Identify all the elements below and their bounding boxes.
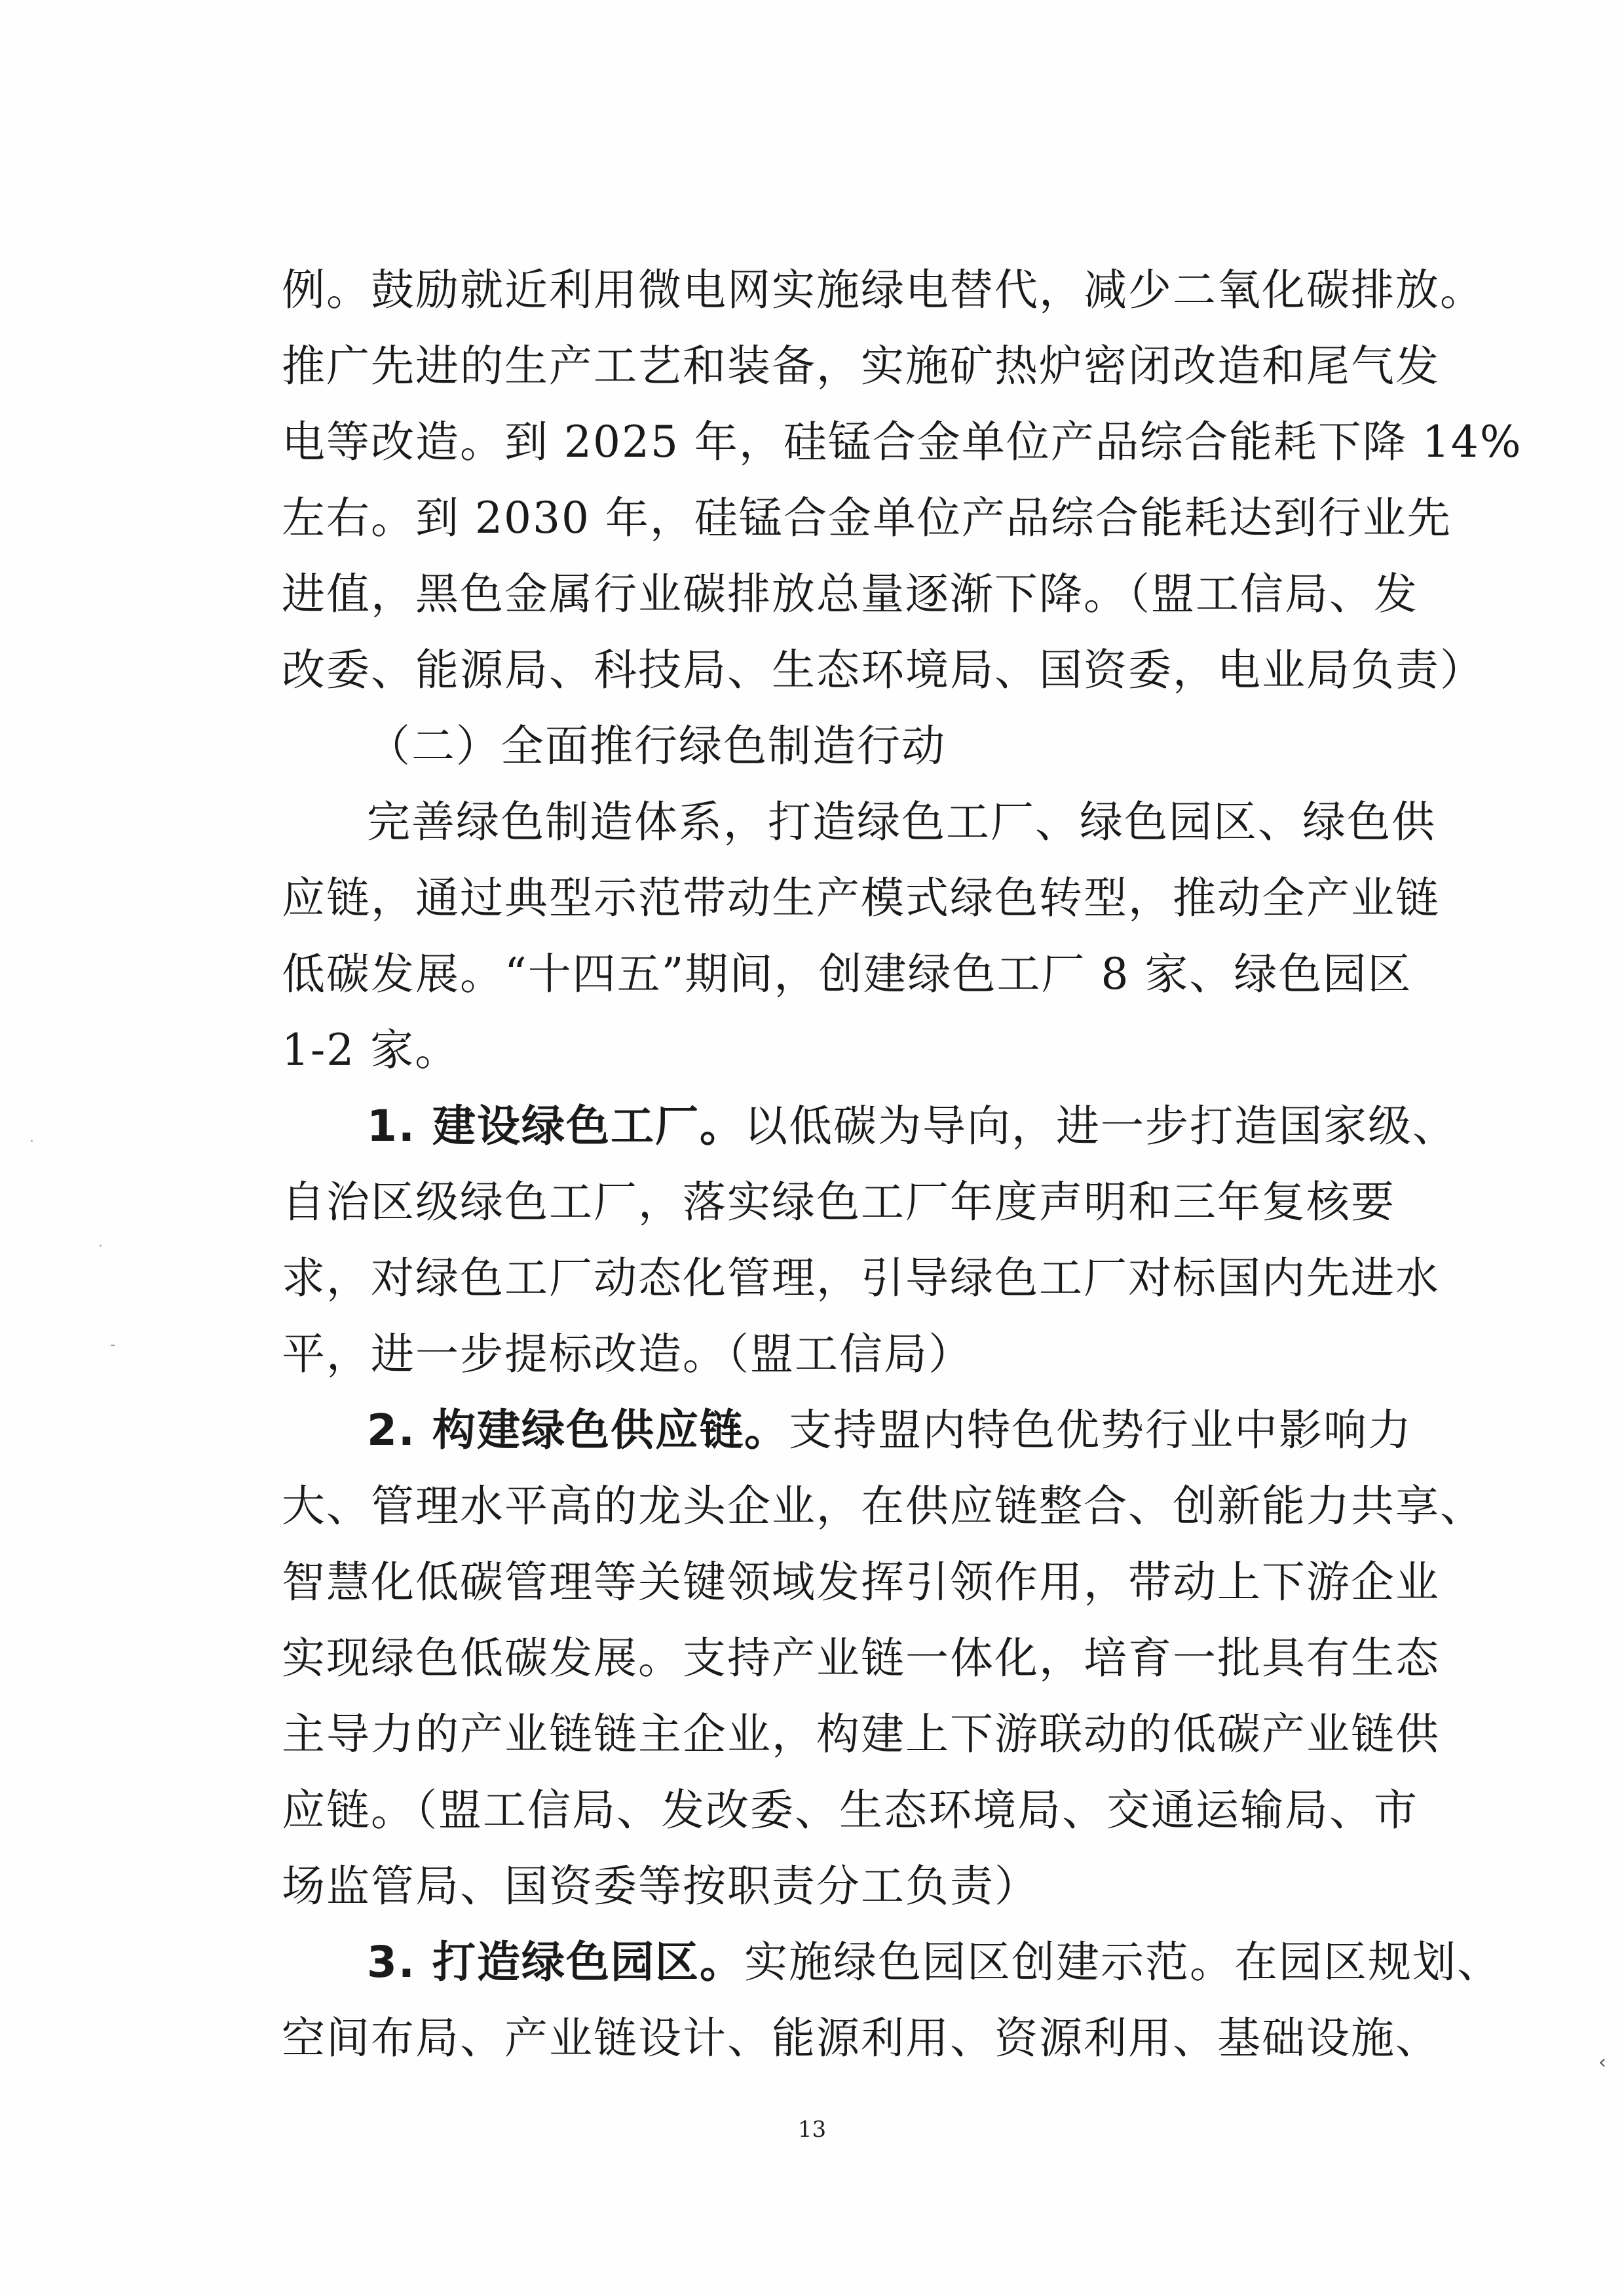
text-line: 场监管局、国资委等按职责分工负责） [282,1861,1039,1911]
text-line: 智慧化低碳管理等关键领域发挥引领作用，带动上下游企业 [282,1557,1440,1607]
text-line: 应链，通过典型示范带动生产模式绿色转型，推动全产业链 [282,873,1440,923]
text-line: 空间布局、产业链设计、能源利用、资源利用、基础设施、 [282,2013,1440,2063]
text-line: 进值，黑色金属行业碳排放总量逐渐下降。（盟工信局、发 [282,569,1418,619]
item-2-body: 支持盟内特色优势行业中影响力 [788,1405,1412,1455]
text-line: 例。鼓励就近利用微电网实施绿电替代，减少二氧化碳排放。 [282,265,1484,315]
item-1-line [282,1088,1457,1164]
scan-speck: - [110,1337,115,1353]
section-heading: （二）全面推行绿色制造行动 [367,721,946,771]
item-1-heading: 1. 建设绿色工厂。 [367,1101,744,1151]
text-line: 低碳发展。“十四五”期间，创建绿色工厂 8 家、绿色园区 [282,949,1412,999]
text-line: 求，对绿色工厂动态化管理，引导绿色工厂对标国内先进水 [282,1253,1440,1303]
item-2-line [282,1392,1412,1468]
item-2-heading: 2. 构建绿色供应链。 [367,1405,789,1455]
item-3-heading: 3. 打造绿色园区。 [367,1937,744,1987]
text-line: 完善绿色制造体系，打造绿色工厂、绿色园区、绿色供 [367,797,1436,847]
text-line: 电等改造。到 2025 年，硅锰合金单位产品综合能耗下降 14% [282,417,1522,467]
text-line: 改委、能源局、科技局、生态环境局、国资委，电业局负责） [282,645,1484,695]
text-line: 主导力的产业链链主企业，构建上下游联动的低碳产业链供 [282,1709,1440,1759]
item-3-body: 实施绿色园区创建示范。在园区规划、 [744,1937,1501,1987]
text-line: 1-2 家。 [282,1025,460,1075]
text-line: 实现绿色低碳发展。支持产业链一体化，培育一批具有生态 [282,1633,1440,1683]
page-number: 13 [797,2116,827,2143]
text-line: 应链。（盟工信局、发改委、生态环境局、交通运输局、市 [282,1785,1418,1835]
scan-speck: · [98,1238,103,1255]
scan-speck: · [29,1134,34,1150]
document-body [282,252,1522,2076]
text-line: 大、管理水平高的龙头企业，在供应链整合、创新能力共享、 [282,1481,1484,1531]
scan-speck: ‹ [1598,2051,1606,2074]
text-line: 自治区级绿色工厂，落实绿色工厂年度声明和三年复核要 [282,1177,1395,1227]
text-line: 左右。到 2030 年，硅锰合金单位产品综合能耗达到行业先 [282,493,1452,543]
item-3-line [282,1924,1501,2000]
item-1-body: 以低碳为导向，进一步打造国家级、 [744,1101,1457,1151]
text-line: 推广先进的生产工艺和装备，实施矿热炉密闭改造和尾气发 [282,341,1440,391]
text-line: 平，进一步提标改造。（盟工信局） [282,1329,973,1379]
